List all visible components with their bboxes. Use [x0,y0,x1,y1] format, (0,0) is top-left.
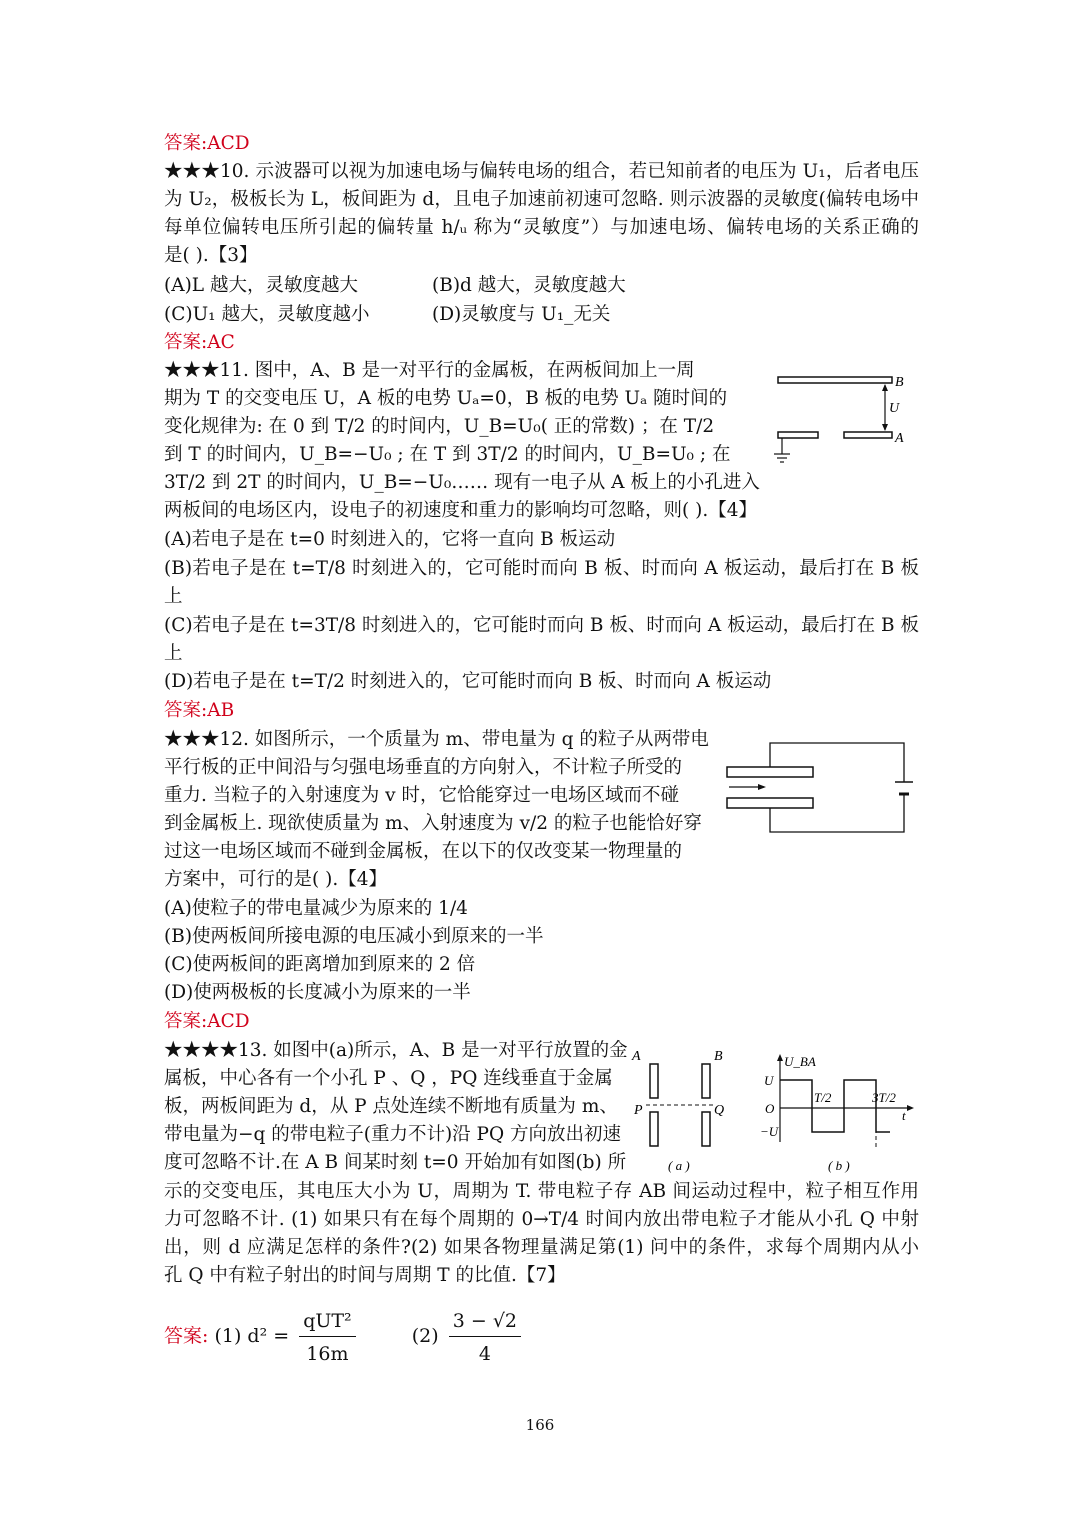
q11-option-a: (A)若电子是在 t=0 时刻进入的，它将一直向 B 板运动 [164,529,616,550]
q10-option-a: (A)L 越大，灵敏度越大 [164,275,358,296]
answer-q13-part1-denominator: 16m [306,1342,349,1365]
q13-full-line-1: 示的交变电压，其电压大小为 U，周期为 T. 带电粒子存 AB 间运动过程中，粒子相互作用 [164,1181,919,1202]
answer-q11: 答案:AB [164,700,235,721]
plate-a-bottom [650,1112,658,1146]
fig-b-label-3t2: 3T/2 [872,1090,896,1105]
label-a: A [895,431,904,446]
q10-line-3: 每单位偏转电压所引起的偏转量 h/ᵤ 称为“灵敏度”）与加速电场、偏转电场的关系正确的 [164,217,919,238]
q13-full-line-4: 孔 Q 中有粒子射出的时间与周期 T 的比值.【7】 [164,1265,566,1286]
plate-b-bottom [702,1112,710,1146]
answer-q13-part1-numerator: qUT² [299,1308,355,1337]
answer-q13-part1-prefix: (1) d² = [214,1325,290,1347]
q11-option-d: (D)若电子是在 t=T/2 时刻进入的，它可能时而向 B 板、时而向 A 板运动 [164,671,772,692]
q11-line-6: 两板间的电场区内，设电子的初速度和重力的影响均可忽略，则( ).【4】 [164,500,757,521]
fig-b-square-wave [780,1080,890,1132]
q12-option-c: (C)使两板间的距离增加到原来的 2 倍 [164,954,476,975]
fig-b-x-arrow [907,1105,914,1111]
q11-line-4: 到 T 的时间内，U_B=−U₀ ; 在 T 到 3T/2 的时间内，U_B=U₀ ; 在 [164,444,731,465]
q10-option-c: (C)U₁ 越大，灵敏度越小 [164,304,370,325]
fig-b-label-t: t [902,1108,906,1123]
q12-line-4: 到金属板上. 现欲使质量为 m、入射速度为 v/2 的粒子也能恰好穿 [164,813,702,834]
q11-option-b: (B)若电子是在 t=T/8 时刻进入的，它可能时而向 B 板、时而向 A 板运动，最后打在 B 板 [164,558,919,579]
answer-q13-part2-denominator: 4 [478,1342,491,1365]
arrow-head-up [882,384,888,391]
answer-q9: 答案:ACD [164,133,250,154]
q13-full-line-2: 力可忽略不计. (1) 如果只有在每个周期的 0→T/4 时间内放出带电粒子才能从小孔 Q 中射 [164,1209,919,1230]
fig-b-caption: ( b ) [828,1158,850,1173]
q11-line-5: 3T/2 到 2T 的时间内，U_B=−U₀…… 现有一电子从 A 板上的小孔进入 [164,472,760,493]
answer-q13-part2-prefix: (2) [411,1325,439,1347]
q10-line-1: ★★★10. 示波器可以视为加速电场与偏转电场的组合，若已知前者的电压为 U₁，后者电压 [164,161,919,182]
q12-line-2: 平行板的正中间沿与匀强电场垂直的方向射入，不计粒子所受的 [164,757,683,778]
page-number: 166 [525,1416,555,1434]
q12-line-3: 重力. 当粒子的入射速度为 v 时，它恰能穿过一电场区域而不碰 [164,785,679,806]
q12-circuit-figure [722,738,918,838]
fig-b-label-o: O [765,1101,775,1116]
fig-a-caption: ( a ) [668,1158,690,1173]
q13-figure-b [760,1050,918,1176]
q10-line-2: 为 U₂，极板长为 L，板间距为 d，且电子加速前初速可忽略. 则示波器的灵敏度(偏转电场中 [164,189,919,210]
fig-b-label-t2: T/2 [814,1090,832,1105]
q12-line-6: 方案中，可行的是( ).【4】 [164,869,387,890]
label-b: B [895,375,904,390]
answer-q13-label: 答案: [164,1325,209,1347]
q11-line-2: 期为 T 的交变电压 U，A 板的电势 Uₐ=0，B 板的电势 Uₐ 随时间的 [164,388,728,409]
answer-q13-part1-fraction [299,1308,355,1367]
q12-option-a: (A)使粒子的带电量减少为原来的 1/4 [164,898,468,919]
fig-b-label-uba: U_BA [784,1054,816,1069]
q13-figure-a [628,1042,738,1176]
upper-plate [727,767,813,777]
q13-full-line-3: 出，则 d 应满足怎样的条件?(2) 如果各物理量满足第(1) 问中的条件，求每个周期内从小 [164,1237,919,1258]
fig-b-y-arrow [777,1054,783,1061]
fig-b-label-neg-u: −U [760,1124,779,1139]
q13-line-1: ★★★★13. 如图中(a)所示，A、B 是一对平行放置的金 [164,1040,628,1061]
fig-a-label-b: B [714,1049,723,1064]
q13-line-2: 属板，中心各有一个小孔 P 、Q ，PQ 连线垂直于金属 [164,1068,613,1089]
plate-a-right [844,432,892,438]
answer-q13-part2-fraction [449,1308,521,1367]
fig-a-label-p: P [634,1103,643,1118]
q11-line-3: 变化规律为: 在 0 到 T/2 的时间内，U_B=U₀( 正的常数) ；在 T/2 [164,416,715,437]
answer-q13-part2-numerator: 3 − √2 [449,1308,521,1337]
q11-plates-figure [770,370,920,470]
q12-option-d: (D)使两极板的长度减小为原来的一半 [164,982,471,1003]
q10-line-4: 是( ).【3】 [164,245,258,266]
plate-a-left [778,432,818,438]
plate-b [778,377,892,383]
q10-option-d: (D)灵敏度与 U₁_无关 [432,304,611,325]
lower-plate [727,798,813,808]
answer-q10: 答案:AC [164,332,235,353]
particle-arrow [758,784,766,790]
q12-line-1: ★★★12. 如图所示，一个质量为 m、带电量为 q 的粒子从两带电 [164,729,709,750]
q12-line-5: 过这一电场区域而不碰到金属板，在以下的仅改变某一物理量的 [164,841,683,862]
answer-q12: 答案:ACD [164,1011,250,1032]
fig-a-label-q: Q [714,1103,725,1118]
plate-b-top [702,1064,710,1098]
label-u: U [889,401,900,416]
arrow-head-down [882,424,888,431]
q11-line-1: ★★★11. 图中，A、B 是一对平行的金属板，在两板间加上一周 [164,360,695,381]
q11-option-c-cont: 上 [164,643,183,664]
fig-b-label-u: U [764,1073,774,1088]
q13-line-3: 板，两板间距为 d，从 P 点处连续不断地有质量为 m、 [164,1096,618,1117]
q12-option-b: (B)使两板间所接电源的电压减小到原来的一半 [164,926,544,947]
fig-a-label-a: A [632,1049,641,1064]
q13-line-4: 带电量为−q 的带电粒子(重力不计)沿 PQ 方向放出初速 [164,1124,622,1145]
q11-option-b-cont: 上 [164,586,183,607]
answer-q13 [164,1306,525,1367]
q13-line-5: 度可忽略不计.在 A B 间某时刻 t=0 开始加有如图(b) 所 [164,1152,627,1173]
q11-option-c: (C)若电子是在 t=3T/8 时刻进入的，它可能时而向 B 板、时而向 A 板运动，最后打在 B 板 [164,615,919,636]
plate-a-top [650,1064,658,1098]
q10-option-b: (B)d 越大，灵敏度越大 [432,275,626,296]
